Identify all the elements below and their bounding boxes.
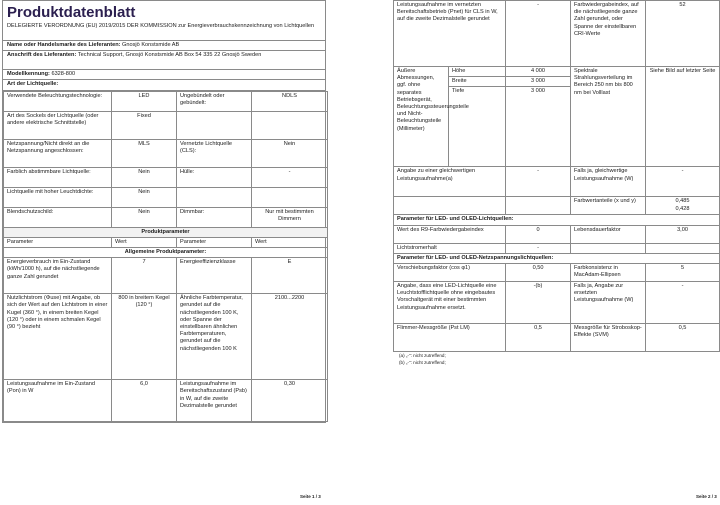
page-number-2: Seite 2 / 3 (696, 494, 717, 499)
param-value: - (252, 167, 328, 187)
chromaticity-values (646, 197, 720, 215)
dimensions-row (394, 67, 720, 77)
dimension-name: Breite (449, 77, 506, 87)
page-1 (2, 0, 326, 423)
section-header-row (394, 215, 720, 225)
param-value: Nein (112, 167, 177, 187)
param-value: 0 (506, 225, 571, 243)
param-label: Verschiebungsfaktor (cos φ1) (394, 264, 506, 282)
param-value: 52 (646, 1, 720, 67)
param-label: Hülle: (177, 167, 252, 187)
param-label (177, 111, 252, 139)
param-label: Lichtquelle mit hoher Leuchtdichte: (4, 187, 112, 207)
param-value: 800 in breitem Kegel (120 °) (112, 294, 177, 380)
page-2 (393, 0, 719, 366)
param-value (646, 243, 720, 253)
param-label: Ähnliche Farbtemperatur, gerundet auf die nächstliegenden 100 K, oder Spanne der einstellbaren ähnlichen Farbtemperaturen, gerundet auf die nächstliegenden 100 K (177, 294, 252, 380)
light-source-type-heading: Art der Lichtquelle: (3, 80, 325, 90)
footnote: (a) „-": nicht zutreffend; (399, 353, 446, 359)
param-value: - (646, 282, 720, 324)
table-row (4, 111, 328, 139)
param-value: 2100...2200 (252, 294, 328, 380)
model-row (3, 70, 325, 80)
param-label: Angabe zu einer gleichwertigen Leistungsaufnahme(a) (394, 167, 506, 197)
param-value: Fixed (112, 111, 177, 139)
light-source-type-table (3, 91, 328, 423)
param-value: 0,50 (506, 264, 571, 282)
general-params-title: Allgemeine Produktparameter: (4, 248, 328, 258)
supplier-name-value: Gnosjö Konstsmide AB (122, 42, 180, 48)
param-label: Leistungsaufnahme im vernetzten Bereitschaftsbetrieb (Pnet) für CLS in W, auf die zweite Dezimalstelle gerundet (394, 1, 506, 67)
footnote: (b) „-": nicht zutreffend; (399, 360, 446, 366)
param-label: Vernetzte Lichtquelle (CLS): (177, 139, 252, 167)
param-value: MLS (112, 139, 177, 167)
table-row (394, 1, 720, 67)
param-label (177, 187, 252, 207)
param-label: Farbwiedergabeindex, auf die nächstliegende ganze Zahl gerundet, oder Spanne der einstellbaren CRI-Werte (571, 1, 646, 67)
param-label: Art des Sockels der Lichtquelle (oder andere elektrische Schnittstelle) (4, 111, 112, 139)
mains-section-title: Parameter für LED- und OLED-Netzspannungslichtquellen: (394, 253, 720, 263)
table-row (4, 167, 328, 187)
param-label: Wert des R9-Farbwiedergabeindex (394, 225, 506, 243)
param-value: - (506, 167, 571, 197)
section-header-row (4, 227, 328, 237)
param-label (394, 197, 506, 215)
param-value: 0,5 (646, 324, 720, 352)
param-label: Leistungsaufnahme im Bereitschaftszustand (Psb) in W, auf die zweite Dezimalstelle gerundet (177, 380, 252, 422)
param-label: Dimmbar: (177, 207, 252, 227)
dimension-name: Tiefe (449, 87, 506, 167)
param-value: -(b) (506, 282, 571, 324)
supplier-name-label: Name oder Handelsmarke des Lieferanten: (7, 42, 121, 48)
param-value: 0,5 (506, 324, 571, 352)
dimension-value: 3 000 (506, 77, 571, 87)
param-value: Siehe Bild auf letzter Seite (646, 67, 720, 167)
column-header: Parameter (4, 237, 112, 247)
param-label: Spektrale Strahlungsverteilung im Bereich 250 nm bis 800 nm bei Volllast (571, 67, 646, 167)
table-row (394, 243, 720, 253)
param-label: Blendschutzschild: (4, 207, 112, 227)
param-value: Nur mit bestimmten Dimmern (252, 207, 328, 227)
supplier-name-row (3, 41, 325, 51)
param-value: 6,0 (112, 380, 177, 422)
param-value: Nein (112, 207, 177, 227)
param-value: - (506, 1, 571, 67)
table-row (4, 380, 328, 422)
param-value: Nein (112, 187, 177, 207)
param-value (252, 111, 328, 139)
dimension-value: 3 000 (506, 87, 571, 167)
column-header: Wert (252, 237, 328, 247)
param-label: Lebensdauerfaktor (571, 225, 646, 243)
table-row (4, 187, 328, 207)
supplier-address-value: Technical Support, Gnosjö Konstsmide AB Box 54 335 22 Gnosjö Sweden (77, 52, 262, 59)
table-row (394, 324, 720, 352)
param-value: NDLS (252, 91, 328, 111)
column-header: Wert (112, 237, 177, 247)
param-label: Energieverbrauch im Ein-Zustand (kWh/1000 h), auf die nächstliegende ganze Zahl gerundet (4, 258, 112, 294)
table-row (4, 258, 328, 294)
dimensions-label: Äußere Abmessungen, ggf. ohne separates Betriebsgerät, Beleuchtungssteuerungsteile und Nicht-Beleuchtungsteile (Millimeter) (394, 67, 449, 167)
param-label: Leistungsaufnahme im Ein-Zustand (Pon) in W (4, 380, 112, 422)
param-label: Lichtstromerhalt (394, 243, 506, 253)
table-row (394, 282, 720, 324)
page-2-table (393, 0, 720, 352)
param-label: Farbwertanteile (x und y) (571, 197, 646, 215)
column-header: Parameter (177, 237, 252, 247)
chromaticity-y: 0,428 (675, 205, 690, 212)
dimension-name: Höhe (449, 67, 506, 77)
param-value: 0,30 (252, 380, 328, 422)
param-label: Energieeffizienzklasse (177, 258, 252, 294)
param-label (571, 243, 646, 253)
param-value (252, 187, 328, 207)
table-row (4, 294, 328, 380)
param-label: Farbkonsistenz in MacAdam-Ellipsen (571, 264, 646, 282)
table-row (394, 225, 720, 243)
param-label: Ungebündelt oder gebündelt: (177, 91, 252, 111)
page-number-1: Seite 1 / 3 (300, 494, 321, 499)
supplier-address-label: Anschrift des Lieferanten: (7, 52, 77, 59)
param-value: E (252, 258, 328, 294)
param-value (506, 197, 571, 215)
param-value: - (646, 167, 720, 197)
param-label: Falls ja, Angabe zur ersetzten Leistungsaufnahme (W) (571, 282, 646, 324)
section-header-row (394, 253, 720, 263)
param-label: Netzspannung/Nicht direkt an die Netzspannung angeschlossen: (4, 139, 112, 167)
model-value: 6328-800 (51, 71, 76, 78)
column-header-row (4, 237, 328, 247)
led-section-title: Parameter für LED- und OLED-Lichtquellen: (394, 215, 720, 225)
table-row (394, 197, 720, 215)
param-value: LED (112, 91, 177, 111)
param-label: Angabe, dass eine LED-Lichtquelle eine Leuchtstofflichtquelle ohne eingebautes Vorschaltgerät mit einer bestimmten Leistungsaufnahme ersetzt. (394, 282, 506, 324)
param-value: 7 (112, 258, 177, 294)
table-row (4, 91, 328, 111)
param-label: Flimmer-Messgröße (Pst LM) (394, 324, 506, 352)
regulation-text: DELEGIERTE VERORDNUNG (EU) 2019/2015 DER KOMMISSION zur Energieverbrauchskennzeichnung von Lichtquellen (3, 22, 325, 41)
table-row (394, 264, 720, 282)
param-label: Messgröße für Stroboskop-Effekte (SVM) (571, 324, 646, 352)
page-1-frame (2, 0, 326, 423)
product-params-title: Produktparameter (4, 227, 328, 237)
chromaticity-x: 0,485 (675, 198, 690, 205)
table-row (4, 207, 328, 227)
section-header-row (4, 248, 328, 258)
table-row (4, 139, 328, 167)
param-value: 5 (646, 264, 720, 282)
param-value: Nein (252, 139, 328, 167)
supplier-address-row (3, 51, 325, 70)
param-label: Verwendete Beleuchtungstechnologie: (4, 91, 112, 111)
page-title: Produktdatenblatt (7, 4, 136, 21)
dimension-value: 4 000 (506, 67, 571, 77)
model-label: Modellkennung: (7, 71, 50, 78)
param-label: Nutzlichtstrom (Φuse) mit Angabe, ob sich der Wert auf den Lichtstrom in einer Kugel (360 °), in einem breiten Kegel (120 °) oder in einem schmalen Kegel (90 °) bezieht (4, 294, 112, 380)
table-row (394, 167, 720, 197)
param-value: - (506, 243, 571, 253)
param-label: Falls ja, gleichwertige Leistungsaufnahme (W) (571, 167, 646, 197)
param-label: Farblich abstimmbare Lichtquelle: (4, 167, 112, 187)
param-value: 3,00 (646, 225, 720, 243)
